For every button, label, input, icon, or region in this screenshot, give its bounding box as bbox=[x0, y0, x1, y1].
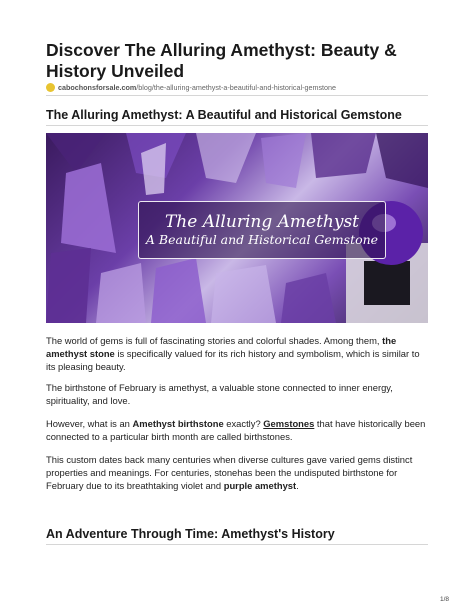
p4-text-a: This custom dates back many centuries when diverse cultures gave varied gems distinct properties and meanings. For centuries, stonehas been the undisputed birthstone for February due to its breathtaking violet and bbox=[46, 454, 413, 491]
p1-text-a: The world of gems is full of fascinating stories and colorful shades. Among them, bbox=[46, 335, 383, 346]
hero-image bbox=[46, 133, 428, 323]
p3-text-a: However, what is an bbox=[46, 418, 133, 429]
paragraph-1 bbox=[46, 334, 430, 373]
p1-bold-amethyst-stone: the amethyst stone bbox=[46, 335, 397, 359]
p1-text-c: is specifically valued for its rich history and symbolism, which is similar to its pleasing beauty. bbox=[46, 348, 420, 372]
gemstones-link[interactable]: Gemstones bbox=[263, 418, 315, 429]
paragraph-2: The birthstone of February is amethyst, a valuable stone connected to inner energy, spirituality, and love. bbox=[46, 382, 393, 406]
source-line bbox=[46, 83, 336, 92]
hero-title-banner bbox=[138, 201, 386, 259]
p4-bold-purple-amethyst: purple amethyst bbox=[223, 480, 297, 491]
section-heading-1: The Alluring Amethyst: A Beautiful and Historical Gemstone bbox=[46, 108, 402, 122]
paragraph-3 bbox=[46, 417, 430, 443]
p3-bold-birthstone: Amethyst birthstone bbox=[132, 418, 224, 429]
source-domain[interactable]: cabochonsforsale.com bbox=[58, 83, 137, 92]
favicon-icon bbox=[46, 83, 55, 92]
hero-title: The Alluring Amethyst bbox=[164, 212, 360, 232]
heading2-divider bbox=[46, 544, 428, 545]
p3-text-c: exactly? bbox=[223, 418, 264, 429]
heading1-divider bbox=[46, 125, 428, 126]
page-number: 1/8 bbox=[440, 596, 450, 603]
section-heading-2: An Adventure Through Time: Amethyst's History bbox=[46, 527, 335, 541]
page-title: Discover The Alluring Amethyst: Beauty & History Unveiled bbox=[46, 40, 397, 81]
source-path[interactable]: /blog/the-alluring-amethyst-a-beautiful-and-historical-gemstone bbox=[136, 83, 337, 92]
title-divider bbox=[46, 95, 428, 96]
p3-text-d: that have historically been connected to a particular birth month are called birthstones. bbox=[46, 418, 426, 442]
p4-text-c: . bbox=[296, 480, 299, 491]
paragraph-4 bbox=[46, 453, 430, 492]
hero-subtitle: A Beautiful and Historical Gemstone bbox=[145, 232, 379, 247]
